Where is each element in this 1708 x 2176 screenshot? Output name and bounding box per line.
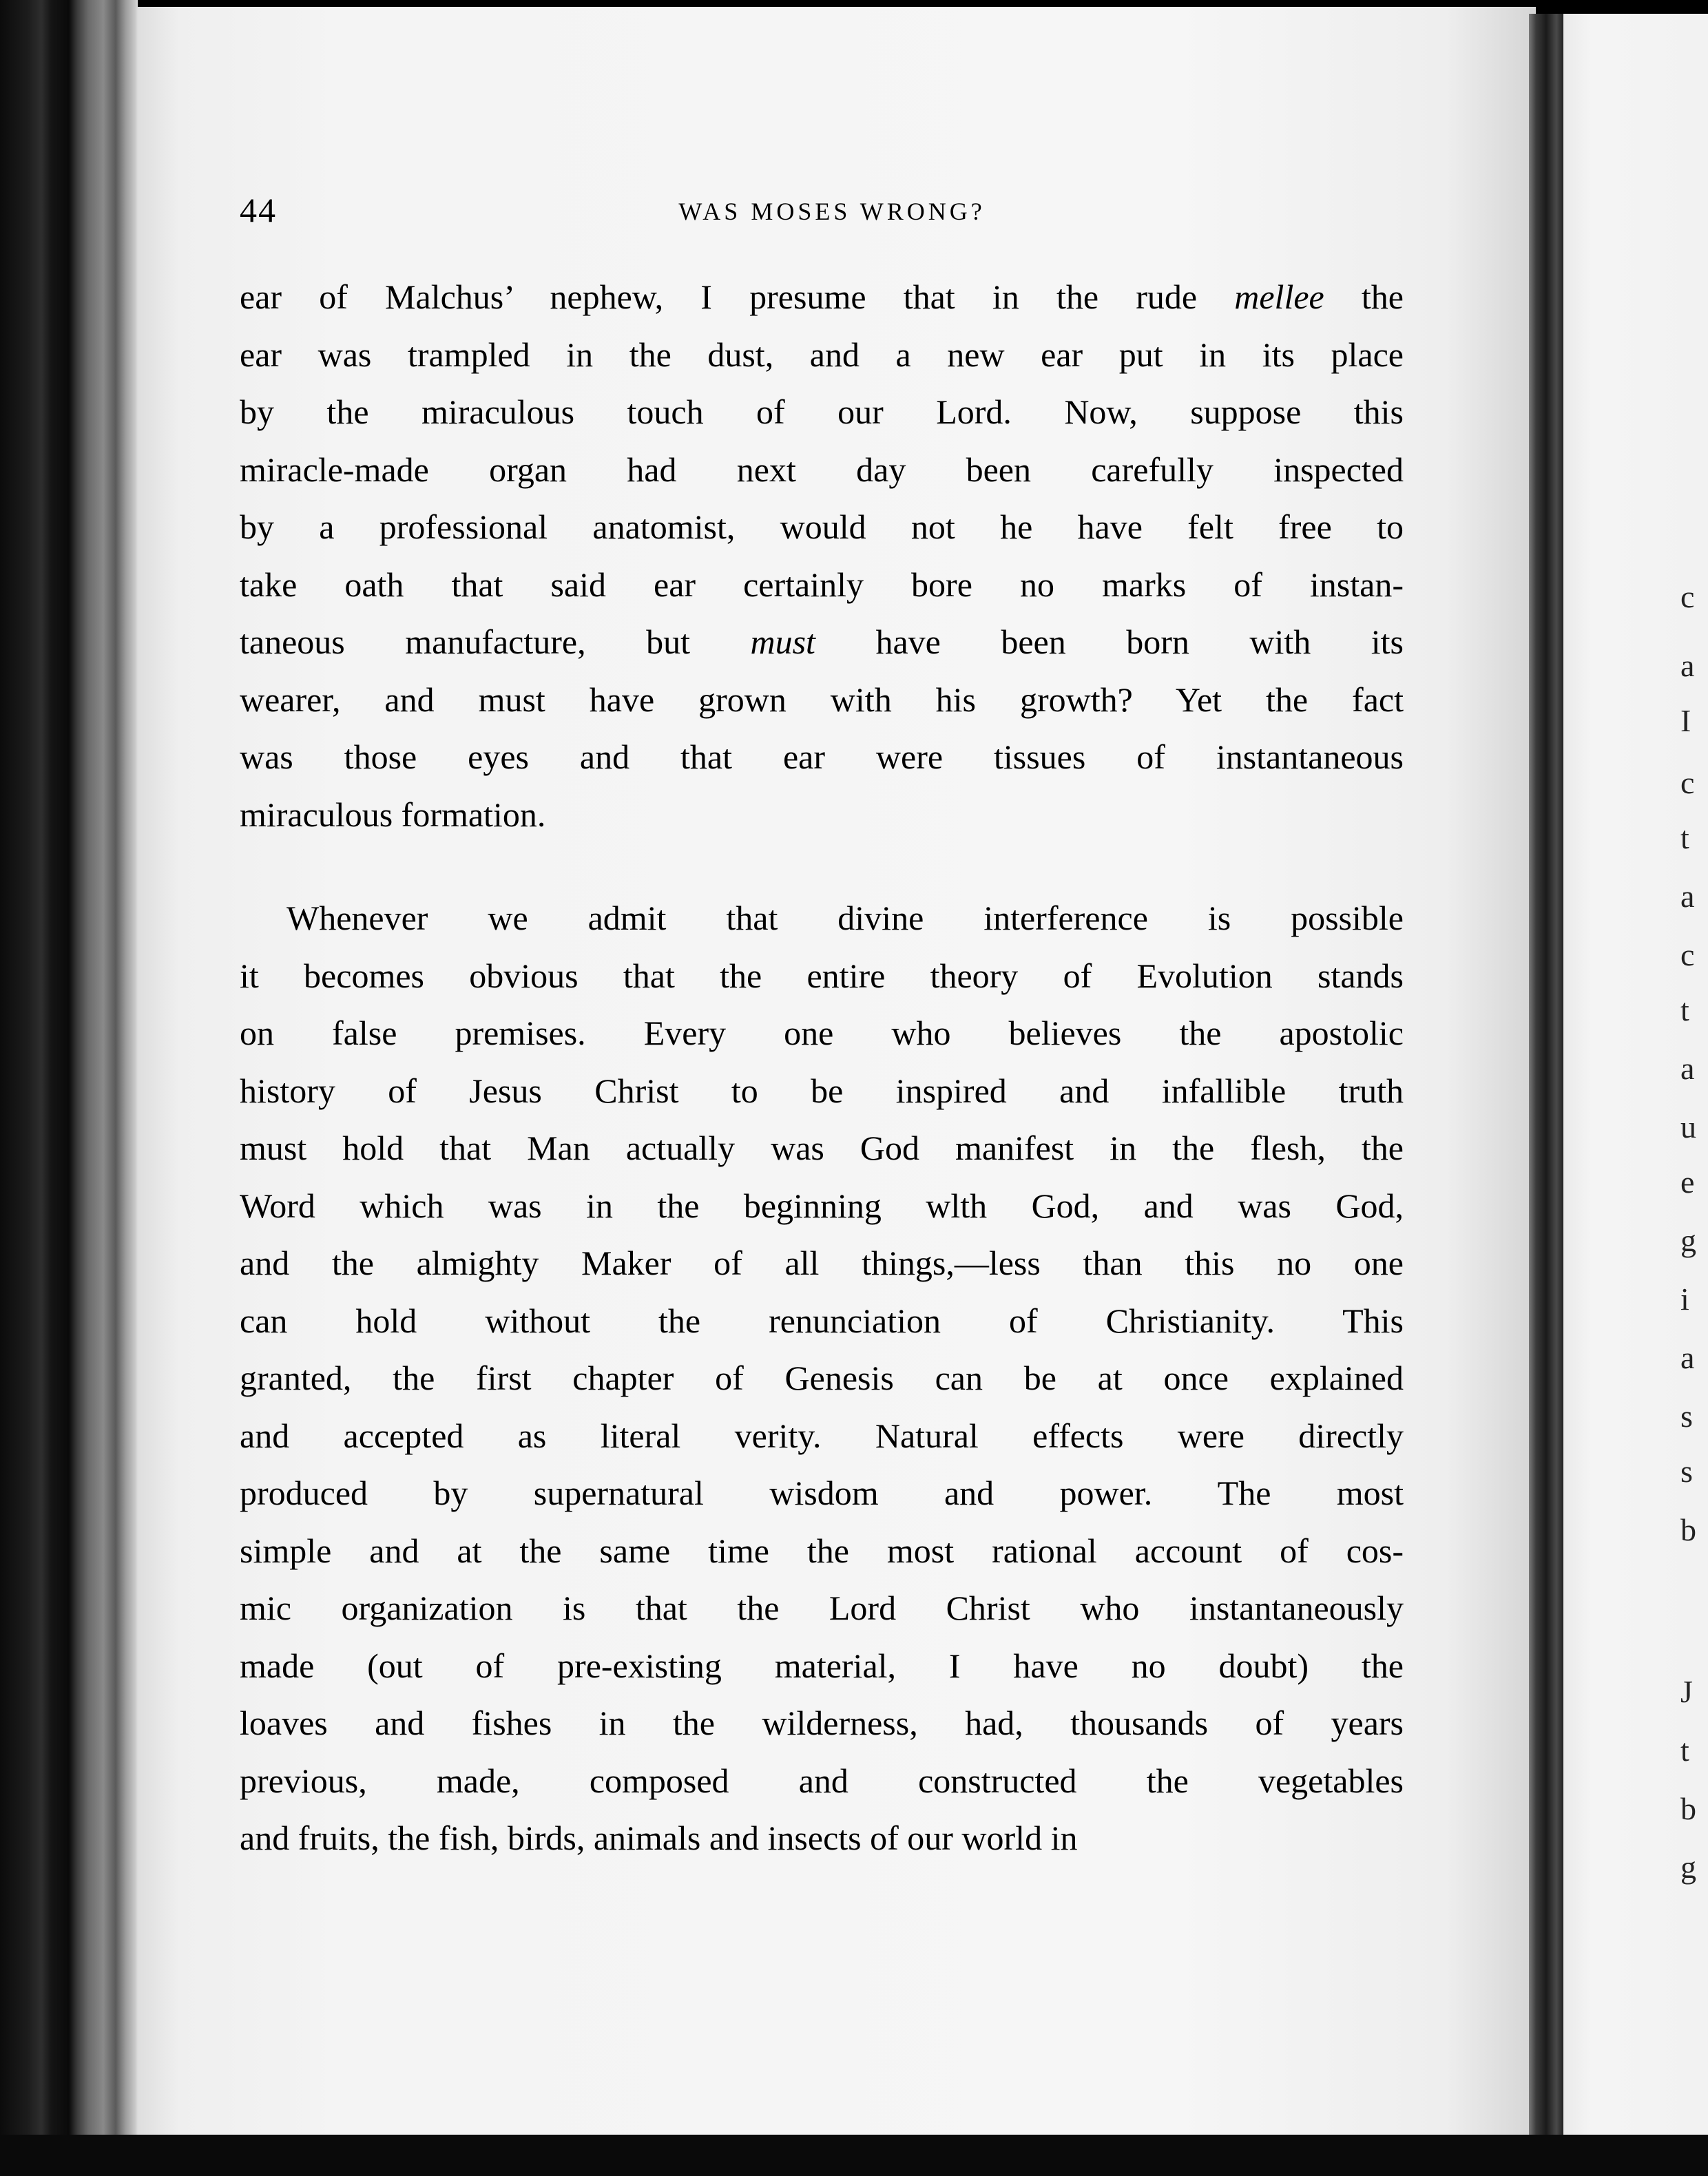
line-text: and accepted as literal verity. Natural effects were directly: [240, 1416, 1404, 1455]
line-text: wearer, and must have grown with his growth? Yet the fact: [240, 680, 1404, 719]
next-page-letter: g: [1680, 1223, 1696, 1258]
line-text: by the miraculous touch of our Lord. Now, suppose this: [240, 393, 1404, 431]
next-page-letter: a: [1680, 879, 1695, 914]
line-text: take oath that said ear certainly bore no marks of instan-: [240, 565, 1404, 604]
next-page-letter: e: [1680, 1164, 1695, 1200]
line-text: simple and at the same time the most rational account of cos-: [240, 1531, 1404, 1570]
paragraph: [240, 890, 1404, 1868]
line-text: ear of Malchus’ nephew, I presume that in the rude: [240, 278, 1235, 316]
text-line: [240, 729, 1404, 786]
text-line: [240, 890, 1404, 948]
line-text: the: [1324, 278, 1404, 316]
next-page-letter: a: [1680, 1340, 1695, 1375]
text-line: [240, 269, 1404, 326]
line-text: history of Jesus Christ to be inspired and infallible truth: [240, 1071, 1404, 1110]
next-page-letter: s: [1680, 1399, 1693, 1434]
next-page-letter: I: [1680, 703, 1691, 738]
next-page-letter: s: [1680, 1454, 1693, 1489]
line-text: granted, the first chapter of Genesis can be at once explained: [240, 1359, 1404, 1397]
text-line: [240, 499, 1404, 556]
line-text: on false premises. Every one who believes the apostolic: [240, 1014, 1404, 1052]
italic-word: mellee: [1234, 278, 1324, 316]
next-page-letter: t: [1680, 992, 1689, 1027]
text-line: [240, 1638, 1404, 1695]
line-text: was those eyes and that ear were tissues of instantaneous: [240, 737, 1404, 776]
line-text: loaves and fishes in the wilderness, had, thousands of years: [240, 1704, 1404, 1742]
paragraph-gap: [240, 844, 1404, 890]
text-line: [240, 671, 1404, 729]
text-line: [240, 1753, 1404, 1810]
line-text: Whenever we admit that divine interference is possible: [287, 899, 1404, 937]
line-text: mic organization is that the Lord Christ who instantaneously: [240, 1589, 1404, 1627]
text-line: [240, 441, 1404, 499]
next-page-letter: g: [1680, 1850, 1696, 1885]
text-line: [240, 556, 1404, 614]
scan-border-bottom: [0, 2135, 1708, 2176]
running-head: [240, 190, 1410, 245]
text-line: [240, 326, 1404, 384]
next-page-letter: a: [1680, 648, 1695, 683]
text-line: [240, 786, 1404, 844]
line-text: it becomes obvious that the entire theory of Evolution stands: [240, 956, 1404, 995]
line-text: Word which was in the beginning wlth God, and was God,: [240, 1186, 1404, 1225]
next-page-letter: t: [1680, 820, 1689, 855]
text-line: [240, 1350, 1404, 1408]
text-line: [240, 948, 1404, 1005]
line-text: produced by supernatural wisdom and power. The most: [240, 1474, 1404, 1512]
text-line: [240, 1293, 1404, 1350]
next-page-letter: b: [1680, 1512, 1696, 1547]
next-page-letter: b: [1680, 1791, 1696, 1826]
next-page-letter: c: [1680, 765, 1695, 800]
text-line: [240, 1235, 1404, 1293]
line-text: and fruits, the fish, birds, animals and insects of our world in: [240, 1819, 1078, 1857]
next-page-letter: c: [1680, 579, 1695, 614]
next-page-letters: [1680, 0, 1708, 2176]
text-line: [240, 1523, 1404, 1580]
line-text: can hold without the renunciation of Christianity. This: [240, 1301, 1404, 1340]
line-text: must hold that Man actually was God manifest in the flesh, the: [240, 1129, 1404, 1167]
text-line: [240, 1063, 1404, 1120]
text-line: [240, 1120, 1404, 1178]
next-page-letter: t: [1680, 1733, 1689, 1768]
text-line: [240, 1695, 1404, 1753]
paragraph: [240, 269, 1404, 844]
text-line: [240, 1178, 1404, 1235]
line-text: taneous manufacture, but: [240, 623, 751, 661]
line-text: and the almighty Maker of all things,—less than this no one: [240, 1244, 1404, 1282]
text-line: [240, 1810, 1404, 1868]
italic-word: must: [750, 623, 815, 661]
text-line: [240, 1465, 1404, 1523]
line-text: have been born with its: [815, 623, 1404, 661]
next-page-letter: J: [1680, 1674, 1693, 1709]
next-page-letter: a: [1680, 1051, 1695, 1086]
line-text: ear was trampled in the dust, and a new ear put in its place: [240, 335, 1404, 374]
body-text: [240, 269, 1404, 1868]
page-gutter: [1529, 14, 1563, 2142]
next-page-letter: u: [1680, 1109, 1696, 1144]
next-page-letter: i: [1680, 1281, 1689, 1317]
book-binding: [0, 0, 138, 2142]
line-text: miraculous formation.: [240, 795, 546, 834]
text-line: [240, 384, 1404, 441]
line-text: made (out of pre-existing material, I have no doubt) the: [240, 1646, 1404, 1685]
text-line: [240, 1005, 1404, 1063]
line-text: previous, made, composed and constructed the vegetables: [240, 1761, 1404, 1800]
running-title: WAS MOSES WRONG?: [678, 198, 986, 225]
line-text: by a professional anatomist, would not he have felt free to: [240, 508, 1404, 546]
page-number: 44: [240, 191, 277, 229]
text-line: [240, 1408, 1404, 1465]
text-line: [240, 614, 1404, 671]
text-line: [240, 1580, 1404, 1638]
line-text: miracle-made organ had next day been carefully inspected: [240, 450, 1404, 489]
next-page-letter: c: [1680, 937, 1695, 972]
